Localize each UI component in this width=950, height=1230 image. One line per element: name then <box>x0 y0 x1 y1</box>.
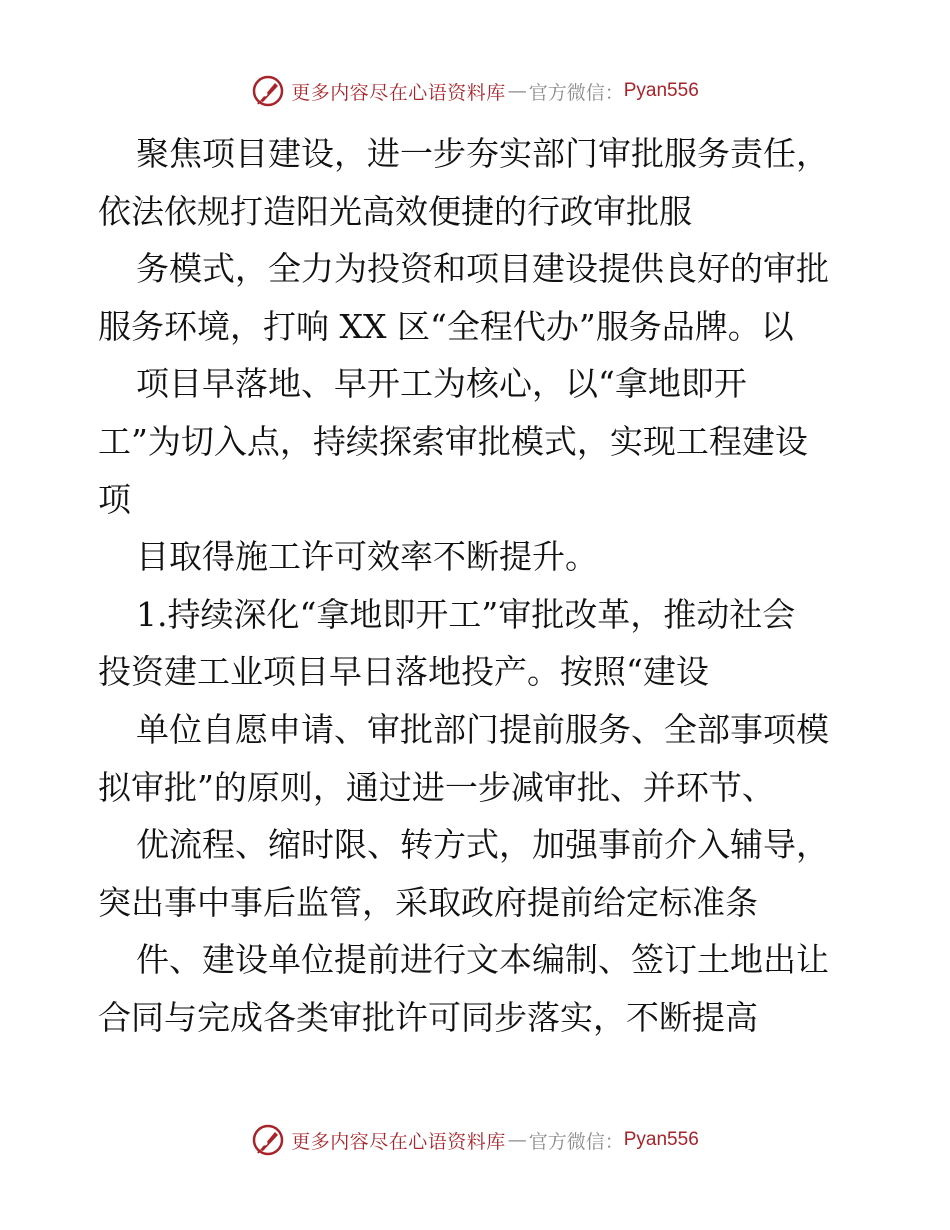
body-line: 项目早落地、早开工为核心，以“拿地即开 <box>136 364 747 404</box>
header-banner <box>0 71 950 111</box>
body-line: 单位自愿申请、审批部门提前服务、全部事项模 <box>136 709 829 749</box>
body-line: 目取得施工许可效率不断提升。 <box>136 537 598 577</box>
header-separator: — <box>507 80 527 102</box>
body-line: 依法依规打造阳光高效便捷的行政审批服 <box>98 191 692 231</box>
body-line: 工”为切入点，持续探索审批模式，实现工程建设 <box>98 421 808 461</box>
header-wechat-label: 官方微信： <box>528 81 624 104</box>
body-line: 突出事中事后监管，采取政府提前给定标准条 <box>98 882 758 922</box>
footer-wechat-account: Pyan556 <box>623 1129 699 1150</box>
footer-wechat-label: 官方微信： <box>528 1130 624 1153</box>
body-line: 合同与完成各类审批许可同步落实，不断提高 <box>98 997 758 1037</box>
body-line: 服务环境，打响 XX 区“全程代办”服务品牌。以 <box>98 306 794 346</box>
footer-banner <box>0 1120 950 1160</box>
body-line: 务模式，全力为投资和项目建设提供良好的审批 <box>136 249 829 289</box>
header-wechat-account: Pyan556 <box>623 80 699 101</box>
document-body <box>98 125 858 1047</box>
body-line: 投资建工业项目早日落地投产。按照“建设 <box>98 652 709 692</box>
header-brand-text: 更多内容尽在心语资料库 <box>291 81 506 104</box>
body-line: 件、建设单位提前进行文本编制、签订土地出让 <box>136 940 829 980</box>
quill-pen-logo-icon <box>251 1123 285 1157</box>
footer-brand-text: 更多内容尽在心语资料库 <box>291 1130 506 1153</box>
body-line: 优流程、缩时限、转方式，加强事前介入辅导， <box>136 825 829 865</box>
body-line: 项 <box>98 479 131 519</box>
body-line: 1.持续深化“拿地即开工”审批改革，推动社会 <box>136 594 796 634</box>
body-line: 拟审批”的原则，通过进一步减审批、并环节、 <box>98 767 775 807</box>
footer-separator: — <box>507 1129 527 1151</box>
quill-pen-logo-icon <box>251 74 285 108</box>
body-line: 聚焦项目建设，进一步夯实部门审批服务责任， <box>136 134 829 173</box>
